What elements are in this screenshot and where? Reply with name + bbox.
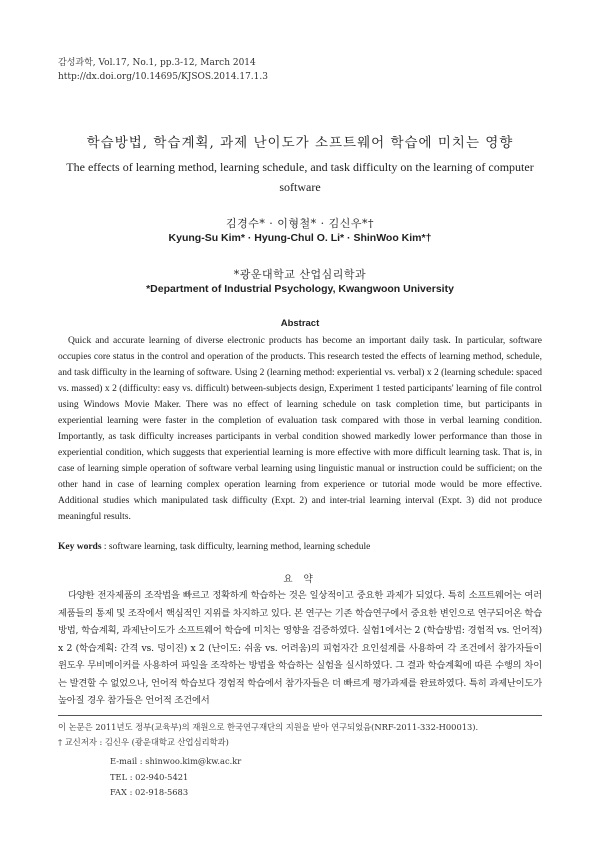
footnotes (58, 720, 542, 750)
journal-citation: 감성과학, Vol.17, No.1, pp.3-12, March 2014 (58, 58, 256, 68)
affiliation-english: *Department of Industrial Psychology, Kwangwoon University (146, 283, 454, 295)
abstract-heading: Abstract (280, 318, 320, 329)
keywords-list: : software learning, task difficulty, learning method, learning schedule (101, 542, 371, 552)
footnote-divider (58, 715, 542, 716)
journal-header (58, 56, 268, 84)
authors-korean: 김경수* · 이형철* · 김신우*† (225, 217, 375, 230)
contact-info (110, 754, 241, 801)
authors-english: Kyung-Su Kim* · Hyung-Chul O. Li* · ShinWoo Kim*† (168, 232, 432, 244)
abstract-body: Quick and accurate learning of diverse electronic products has become an important daily task. In particular, software occupies core status in the control and operation of the products. This research tested the effects of learning method, schedule, and task difficulty in the learning of software. Using 2 (learning method: experiential vs. verbal) x 2 (learning schedule: spaced vs. massed) x 2 (difficulty: easy vs. difficult) between-subjects design, Experiment 1 tested participants' learning of file control using Windows Movie Maker. There was no effect of learning schedule on task completion time, but participants in experiential learning were faster in the completion of evaluation task compared with those in verbal learning condition. Importantly, as task difficulty increases participants in verbal condition showed markedly lower performance than those in experiential condition, which suggests that experiential learning is more effective with more difficult learning task. That is, in case of learning simple operation of software verbal learning using linguistic manual or instruction could be sufficient; on the other hand in case of learning complex operation learning from experience or tutorial mode would be more effective. Additional studies which manipulated task difficulty (Expt. 2) and inter-trial learning interval (Expt. 3) did not produce meaningful results. (58, 336, 542, 522)
title-english: The effects of learning method, learning schedule, and task difficulty on the learning of computer software (66, 160, 534, 194)
fax: FAX : 02-918-5683 (110, 787, 189, 797)
keywords (58, 542, 542, 552)
doi-link[interactable]: http://dx.doi.org/10.14695/KJSOS.2014.17.1.3 (58, 72, 268, 82)
keywords-label: Key words (58, 542, 102, 552)
telephone: TEL : 02-940-5421 (110, 771, 189, 782)
funding-note: 이 논문은 2011년도 정부(교육부)의 재원으로 한국연구재단의 지원을 받아 연구되었음(NRF-2011-332-H00013). (58, 722, 479, 732)
title-korean: 학습방법, 학습계획, 과제 난이도가 소프트웨어 학습에 미치는 영향 (86, 135, 514, 151)
summary-body: 다양한 전자제품의 조작법을 빠르고 정확하게 학습하는 것은 일상적이고 중요한 과제가 되었다. 특히 소프트웨어는 여러 제품들의 통제 및 조작에서 핵심적인 지위를 차지하고 있다. 본 연구는 기존 학습연구에서 중요한 변인으로 연구되어온 학습방법, 학습계획, 과제난이도가 소프트웨어 학습에 미치는 영향을 검증하였다. 실험1에서는 2 (학습방법: 경험적 vs. 언어적) x 2 (학습계획: 간격 vs. 덩이진) x 2 (난이도: 쉬움 vs. 어려움)의 피험자간 요인설계를 사용하여 각 조건에서 참가자들이 윈도우 무비메이커를 사용하여 파일을 조작하는 방법을 학습하는 실험을 실시하였다. 그 결과 학습계획에 따른 수행의 차이는 발견할 수 없었으나, 언어적 학습보다 경험적 학습에서 참가자들은 더 빠르게 평가과제를 완료하였다. 특히 과제난이도가 높아질 경우 참가들은 언어적 조건에서 (58, 590, 542, 706)
summary-heading: 요 약 (283, 574, 317, 585)
corresponding-author: † 교신저자 : 김신우 (광운대학교 산업심리학과) (58, 737, 229, 747)
email-address[interactable]: E-mail : shinwoo.kim@kw.ac.kr (110, 756, 242, 766)
affiliation-korean: *광운대학교 산업심리학과 (233, 268, 367, 281)
